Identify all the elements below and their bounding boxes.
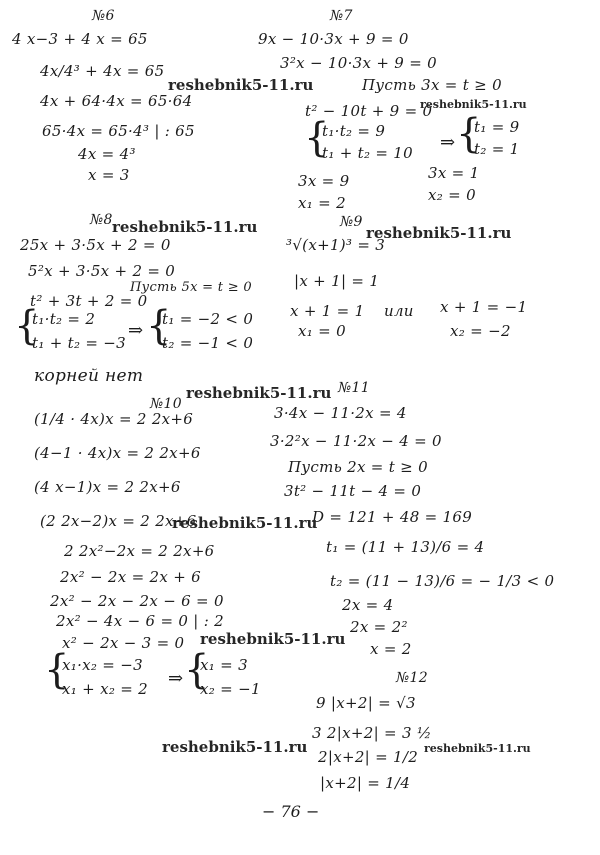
problem-11-line-9: 2x = 2²: [350, 618, 408, 636]
problem-7-system-1: t₁·t₂ = 9: [322, 122, 386, 140]
problem-10-line-4: (2 2x−2)x = 2 2x+6: [40, 512, 197, 530]
problem-12-number: №12: [396, 670, 428, 686]
problem-8-number: №8: [90, 212, 113, 228]
watermark: reshebnik5-11.ru: [424, 742, 531, 755]
problem-8-answer: корней нет: [34, 366, 144, 386]
watermark: reshebnik5-11.ru: [420, 98, 527, 111]
problem-10-line-3: (4 x−1)x = 2 2x+6: [34, 478, 181, 496]
problem-9-case-2: x + 1 = −1: [440, 298, 528, 316]
problem-7-number: №7: [330, 8, 353, 24]
problem-11-line-6: t₁ = (11 + 13)/6 = 4: [326, 538, 485, 556]
system-brace: {: [14, 303, 40, 349]
watermark: reshebnik5-11.ru: [162, 738, 308, 756]
problem-7-root-1: t₁ = 9: [474, 118, 520, 136]
problem-10-number: №10: [150, 396, 182, 412]
problem-7-root-2: t₂ = 1: [474, 140, 520, 158]
problem-7-eq-b: 3x = 1: [428, 164, 480, 182]
problem-10-root-2: x₂ = −1: [200, 680, 261, 698]
page-number: − 76 −: [262, 802, 320, 821]
problem-7-system-2: t₁ + t₂ = 10: [322, 144, 413, 162]
system-brace: {: [44, 647, 70, 693]
problem-10-line-9: x² − 2x − 3 = 0: [62, 634, 185, 652]
problem-6-line-1: 4 x−3 + 4 x = 65: [12, 30, 148, 48]
problem-12-line-1: 9 |x+2| = √3: [316, 694, 416, 712]
problem-6-line-4: 65·4x = 65·4³ | : 65: [42, 122, 195, 140]
problem-12-line-3: 2|x+2| = 1/2: [318, 748, 419, 766]
problem-12-line-2: 3 2|x+2| = 3 ½: [312, 724, 432, 742]
problem-9-answer-1: x₁ = 0: [298, 322, 346, 340]
problem-10-line-1: (1/4 · 4x)x = 2 2x+6: [34, 410, 194, 428]
problem-11-line-2: 3·2²x − 11·2x − 4 = 0: [270, 432, 442, 450]
system-brace: {: [184, 647, 210, 693]
problem-11-line-4: 3t² − 11t − 4 = 0: [284, 482, 422, 500]
problem-8-line-2: 5²x + 3·5x + 2 = 0: [28, 262, 176, 280]
problem-9-case-1: x + 1 = 1: [290, 302, 365, 320]
problem-7-line-3: Пусть 3x = t ≥ 0: [362, 76, 502, 94]
problem-9-line-2: |x + 1| = 1: [294, 272, 380, 290]
problem-8-line-1: 25x + 3·5x + 2 = 0: [20, 236, 171, 254]
problem-11-line-1: 3·4x − 11·2x = 4: [274, 404, 407, 422]
problem-6-number: №6: [92, 8, 115, 24]
problem-6-line-2: 4x/4³ + 4x = 65: [40, 62, 165, 80]
problem-6-answer: x = 3: [88, 166, 130, 184]
problem-10-line-7: 2x² − 2x − 2x − 6 = 0: [50, 592, 224, 610]
problem-10-line-6: 2x² − 2x = 2x + 6: [60, 568, 201, 586]
problem-10-line-2: (4−1 · 4x)x = 2 2x+6: [34, 444, 201, 462]
problem-10-root-1: x₁ = 3: [200, 656, 248, 674]
problem-8-line-4: t² + 3t + 2 = 0: [30, 292, 148, 310]
problem-10-system-1: x₁·x₂ = −3: [62, 656, 143, 674]
watermark: reshebnik5-11.ru: [200, 630, 346, 648]
system-brace: {: [456, 111, 482, 157]
watermark: reshebnik5-11.ru: [112, 218, 258, 236]
problem-9-answer-2: x₂ = −2: [450, 322, 511, 340]
problem-9-line-1: ³√(x+1)³ = 3: [286, 236, 386, 254]
problem-11-line-5: D = 121 + 48 = 169: [312, 508, 473, 526]
problem-8-system-2: t₁ + t₂ = −3: [32, 334, 127, 352]
problem-7-line-4: t² − 10t + 9 = 0: [305, 102, 433, 120]
implies-arrow: ⇒: [168, 668, 184, 689]
system-brace: {: [146, 303, 172, 349]
problem-9-or: или: [384, 302, 414, 320]
watermark: reshebnik5-11.ru: [168, 76, 314, 94]
watermark: reshebnik5-11.ru: [186, 384, 332, 402]
implies-arrow: ⇒: [128, 320, 144, 341]
problem-8-root-2: t₂ = −1 < 0: [162, 334, 254, 352]
problem-8-root-1: t₁ = −2 < 0: [162, 310, 254, 328]
problem-11-answer: x = 2: [370, 640, 412, 658]
problem-10-system-2: x₁ + x₂ = 2: [62, 680, 148, 698]
problem-9-number: №9: [340, 214, 363, 230]
problem-11-line-7: t₂ = (11 − 13)/6 = − 1/3 < 0: [330, 572, 555, 590]
problem-7-answer-1: x₁ = 2: [298, 194, 346, 212]
problem-11-line-3: Пусть 2x = t ≥ 0: [288, 458, 428, 476]
implies-arrow: ⇒: [440, 132, 456, 153]
problem-7-line-2: 3²x − 10·3x + 9 = 0: [280, 54, 437, 72]
problem-10-line-5: 2 2x²−2x = 2 2x+6: [64, 542, 215, 560]
problem-6-line-3: 4x + 64·4x = 65·64: [40, 92, 193, 110]
problem-11-number: №11: [338, 380, 370, 396]
problem-12-line-4: |x+2| = 1/4: [320, 774, 411, 792]
system-brace: {: [304, 115, 330, 161]
problem-7-answer-2: x₂ = 0: [428, 186, 476, 204]
problem-8-system-1: t₁·t₂ = 2: [32, 310, 96, 328]
problem-7-eq-a: 3x = 9: [298, 172, 350, 190]
problem-6-line-5: 4x = 4³: [78, 145, 136, 163]
problem-8-line-3: Пусть 5x = t ≥ 0: [130, 280, 252, 295]
problem-7-line-1: 9x − 10·3x + 9 = 0: [258, 30, 409, 48]
watermark: reshebnik5-11.ru: [366, 224, 512, 242]
problem-11-line-8: 2x = 4: [342, 596, 394, 614]
problem-10-line-8: 2x² − 4x − 6 = 0 | : 2: [56, 612, 224, 630]
watermark: reshebnik5-11.ru: [172, 514, 318, 532]
